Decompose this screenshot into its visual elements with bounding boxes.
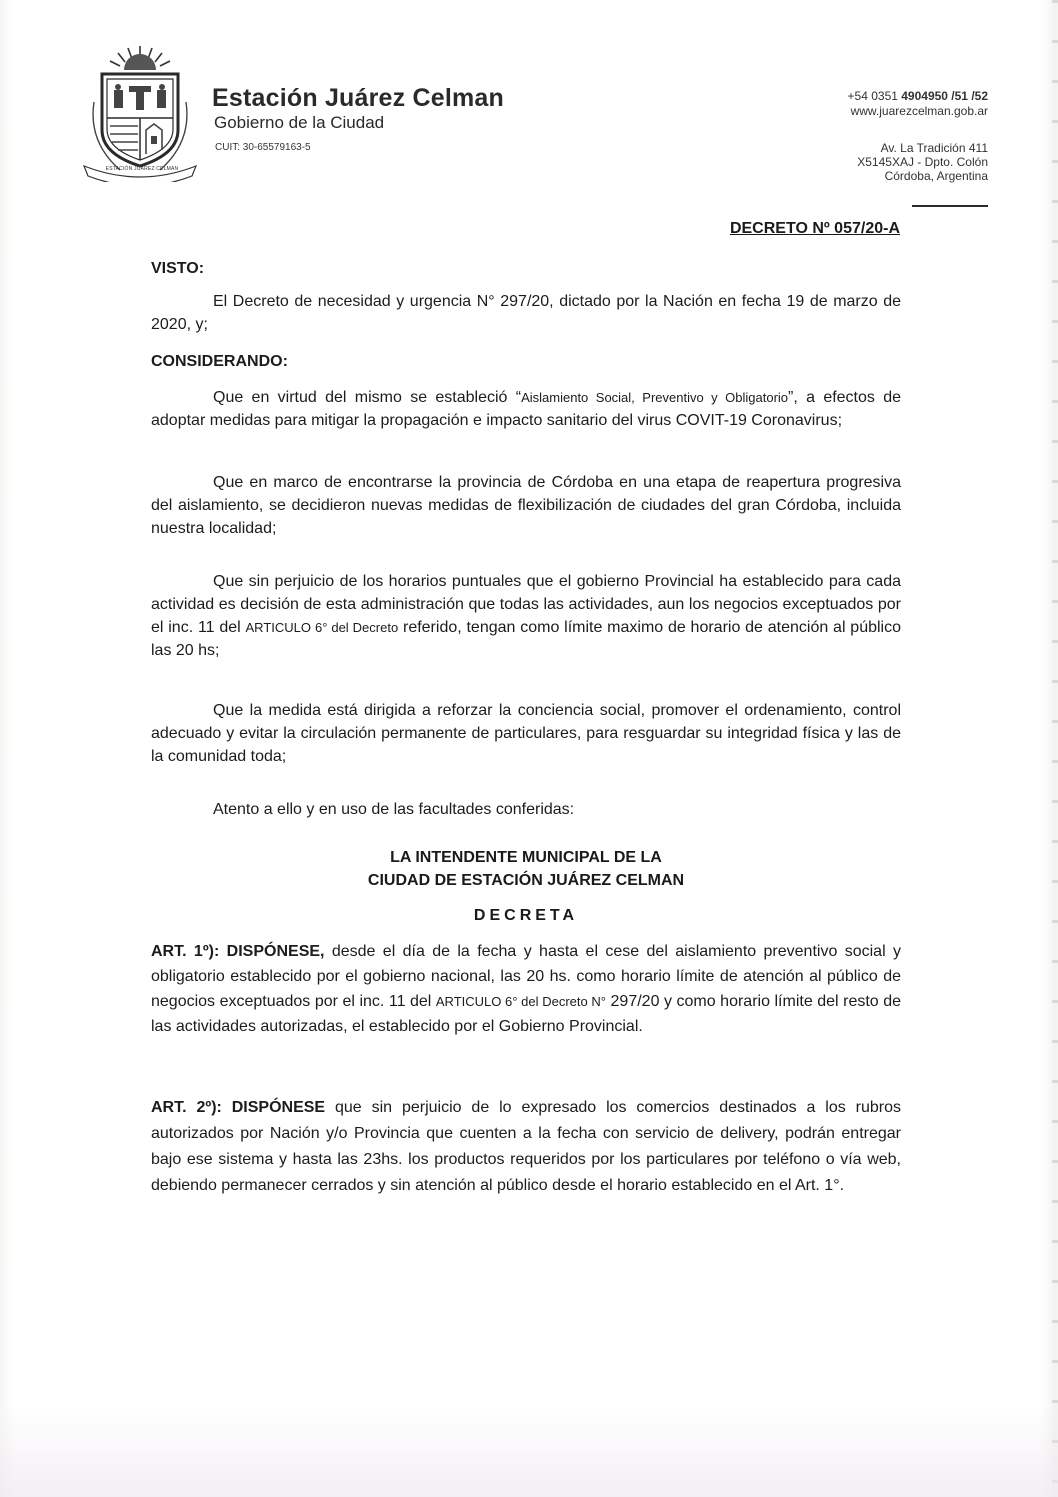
paper-shadow <box>0 1407 1058 1497</box>
p3-text-a: Que sin perjuicio de los horarios puntuales que el gobierno Provincial ha establecido para cada actividad es decisión de esta administración que todas las actividades, aun los negocios exceptuados por el inc. 11 del <box>151 573 901 636</box>
address-block <box>857 141 988 183</box>
p1-quoted: Aislamiento Social, Preventivo y Obligatorio <box>521 390 789 405</box>
org-title: Estación Juárez Celman <box>212 84 505 112</box>
seal-ribbon-text: ESTACIÓN JUÁREZ CELMAN <box>105 166 179 172</box>
article-2-text: que sin perjuicio de lo expresado los comercios destinados a los rubros autorizados por Nación y/o Provincia que cuenten a la fecha con servicio de delivery, podrán entregar bajo ese sistema y hasta las 23hs. los productos requeridos por los particulares por teléfono o vía web, debiendo permanecer cerrados y sin atención al público desde el horario establecido en el Art. 1°. <box>151 1099 902 1194</box>
article-1 <box>151 939 901 1039</box>
article-2-label: ART. 2º): DISPÓNESE <box>151 1099 326 1116</box>
considerando-paragraph-4: Que la medida está dirigida a reforzar la conciencia social, promover el ordenamiento, control adecuado y evitar la circulación permanente de particulares, para resguardar su integridad física y las de la comunidad toda; <box>151 702 901 765</box>
paper-edge <box>1052 0 1058 1497</box>
phone-line <box>848 89 988 104</box>
considerando-paragraph-2: Que en marco de encontrarse la provincia de Córdoba en una etapa de reapertura progresiva del aislamiento, se decidieron nuevas medidas de flexibilización de ciudades del gran Córdoba, incluida nuestra localidad; <box>151 474 901 537</box>
visto-paragraph: El Decreto de necesidad y urgencia N° 297/20, dictado por la Nación en fecha 19 de marzo de 2020, y; <box>151 293 901 333</box>
address-line-2: X5145XAJ - Dpto. Colón <box>857 155 988 169</box>
considerando-paragraph-5: Atento a ello y en uso de las facultades conferidas: <box>213 801 575 818</box>
article-1-text-b: 297/20 y como horario límite del resto de las actividades autorizadas, el establecido por el Gobierno Provincial. <box>151 993 902 1035</box>
visto-heading: VISTO: <box>151 260 205 277</box>
considerando-heading: CONSIDERANDO: <box>151 353 288 370</box>
address-line-3: Córdoba, Argentina <box>884 169 988 183</box>
address-line-1: Av. La Tradición 411 <box>880 141 988 155</box>
considerando-paragraph-3 <box>151 570 901 662</box>
org-cuit: CUIT: 30-65579163-5 <box>215 142 311 153</box>
article-2 <box>151 1095 901 1199</box>
p3-article-ref: ARTICULO 6° del Decreto <box>245 620 399 635</box>
p3-text-b: referido, tengan como límite maximo de horario de atención al público las 20 hs; <box>151 619 901 659</box>
article-1-label: ART. 1º): DISPÓNESE, <box>151 943 325 960</box>
website: www.juarezcelman.gob.ar <box>850 104 988 118</box>
authority-line-2: CIUDAD DE ESTACIÓN JUÁREZ CELMAN <box>367 872 685 889</box>
phone-number: 4904950 /51 /52 <box>901 89 988 103</box>
p1-text-b: ”, a efectos de adoptar medidas para mitigar la propagación e impacto sanitario del virus COVIT-19 Coronavirus; <box>151 389 902 429</box>
considerando-paragraph-1 <box>151 386 901 432</box>
org-subtitle: Gobierno de la Ciudad <box>214 113 385 132</box>
header-divider <box>912 205 988 207</box>
article-1-text-a: desde el día de la fecha y hasta el cese del aislamiento preventivo social y obligatorio establecido por el gobierno nacional, las 20 hs. como horario límite de atención al público de negocios exceptuados por el inc. 11 del <box>151 943 901 1010</box>
contact-block <box>848 89 988 119</box>
p1-text-a: Que en virtud del mismo se estableció “ <box>213 389 522 406</box>
decree-number: DECRETO Nº 057/20-A <box>729 220 900 237</box>
phone-prefix: +54 0351 <box>847 89 902 103</box>
authority-line-1: LA INTENDENTE MUNICIPAL DE LA <box>390 849 662 866</box>
decreta-heading: DECRETA <box>473 907 579 924</box>
article-1-ref: ARTICULO 6° del Decreto N° <box>435 994 607 1009</box>
municipal-seal-icon <box>80 42 200 182</box>
